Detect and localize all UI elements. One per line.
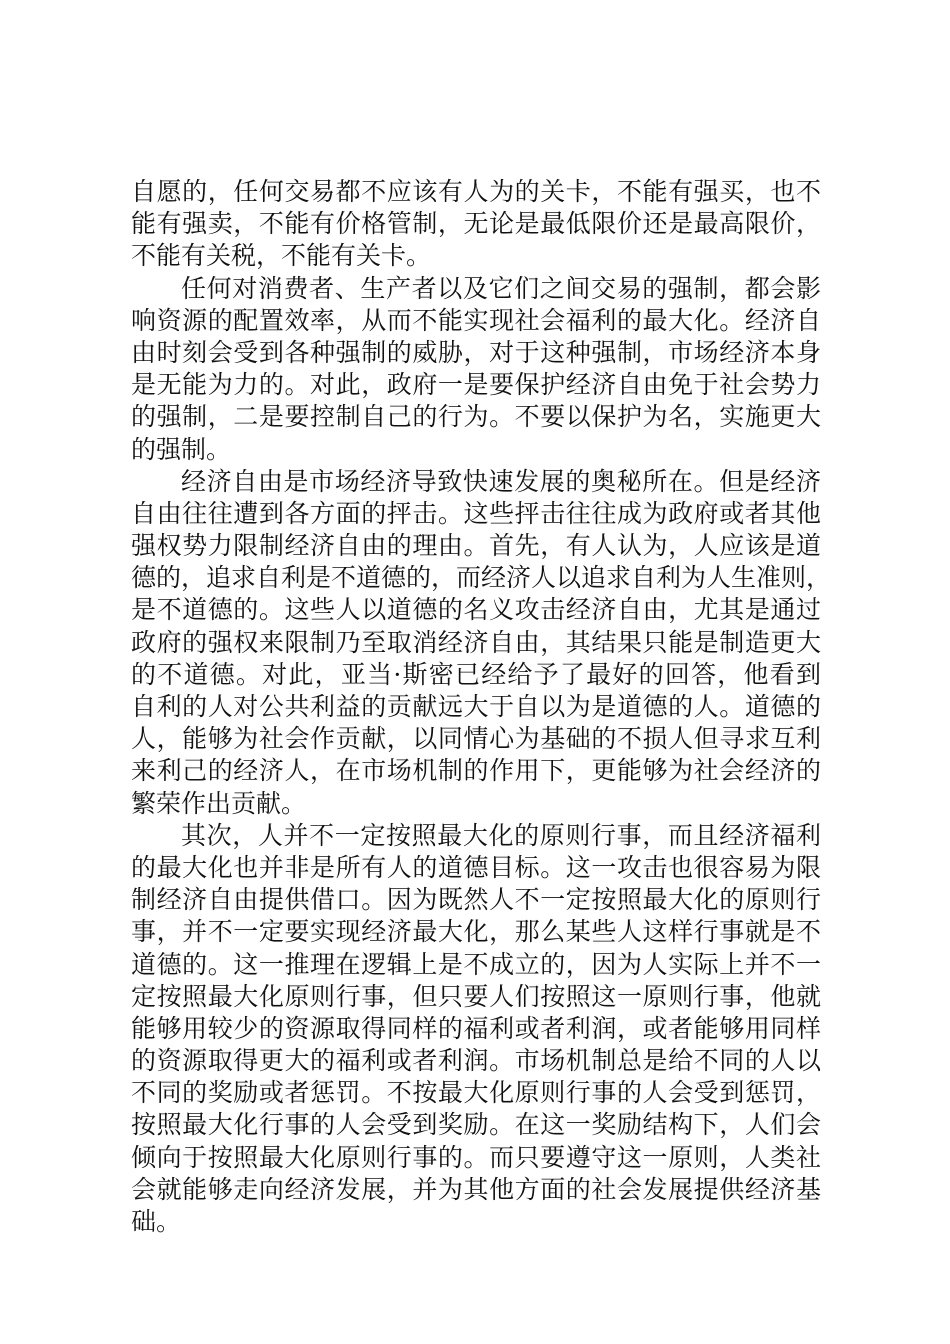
text-line: 的强制，二是要控制自己的行为。不要以保护为名，实施更大 [131,402,821,432]
body-text [131,176,832,1238]
text-line: 不能有关税，不能有关卡。 [131,241,432,271]
text-line: 制经济自由提供借口。因为既然人不一定按照最大化的原则行 [131,885,821,915]
text-line: 不同的奖励或者惩罚。不按最大化原则行事的人会受到惩罚， [131,1078,821,1108]
text-line: 的不道德。对此，亚当·斯密已经给予了最好的回答，他看到 [131,659,821,689]
text-line: 按照最大化行事的人会受到奖励。在这一奖励结构下，人们会 [131,1110,821,1140]
paragraph [131,273,821,466]
text-line: 自由往往遭到各方面的抨击。这些抨击往往成为政府或者其他 [131,498,821,528]
text-line: 由时刻会受到各种强制的威胁，对于这种强制，市场经济本身 [131,337,821,367]
text-line: 会就能够走向经济发展，并为其他方面的社会发展提供经济基 [131,1174,821,1204]
text-line: 的最大化也并非是所有人的道德目标。这一攻击也很容易为限 [131,852,821,882]
text-line: 来利己的经济人，在市场机制的作用下，更能够为社会经济的 [131,756,821,786]
text-line: 是无能为力的。对此，政府一是要保护经济自由免于社会势力 [131,370,821,400]
text-line: 定按照最大化原则行事，但只要人们按照这一原则行事，他就 [131,981,821,1011]
text-line: 道德的。这一推理在逻辑上是不成立的，因为人实际上并不一 [131,949,821,979]
paragraph [131,176,821,273]
text-line: 任何对消费者、生产者以及它们之间交易的强制，都会影 [181,273,821,303]
paragraph [131,820,821,1238]
text-line: 人，能够为社会作贡献，以同情心为基础的不损人但寻求互利 [131,724,821,754]
text-line: 是不道德的。这些人以道德的名义攻击经济自由，尤其是通过 [131,595,821,625]
text-line: 响资源的配置效率，从而不能实现社会福利的最大化。经济自 [131,305,821,335]
text-line: 能够用较少的资源取得同样的福利或者利润，或者能够用同样 [131,1013,821,1043]
text-line: 事，并不一定要实现经济最大化，那么某些人这样行事就是不 [131,917,821,947]
text-line: 其次，人并不一定按照最大化的原则行事，而且经济福利 [181,820,821,850]
text-line: 自愿的，任何交易都不应该有人为的关卡，不能有强买，也不 [131,177,821,206]
text-line: 繁荣作出贡献。 [131,788,307,818]
text-line: 强权势力限制经济自由的理由。首先，有人认为，人应该是道 [131,531,821,561]
text-line: 经济自由是市场经济导致快速发展的奥秘所在。但是经济 [181,466,821,496]
paragraph [131,466,832,820]
text-line: 倾向于按照最大化原则行事的。而只要遵守这一原则，人类社 [131,1142,821,1172]
text-line: 德的，追求自利是不道德的，而经济人以追求自利为人生准则， [131,563,832,593]
text-line: 自利的人对公共利益的贡献远大于自以为是道德的人。道德的 [131,692,821,721]
text-line: 能有强卖，不能有价格管制，无论是最低限价还是最高限价， [131,209,821,239]
text-line: 础。 [131,1207,182,1236]
text-line: 的强制。 [131,434,232,464]
text-line: 政府的强权来限制乃至取消经济自由，其结果只能是制造更大 [131,627,821,657]
text-line: 的资源取得更大的福利或者利润。市场机制总是给不同的人以 [131,1046,821,1076]
